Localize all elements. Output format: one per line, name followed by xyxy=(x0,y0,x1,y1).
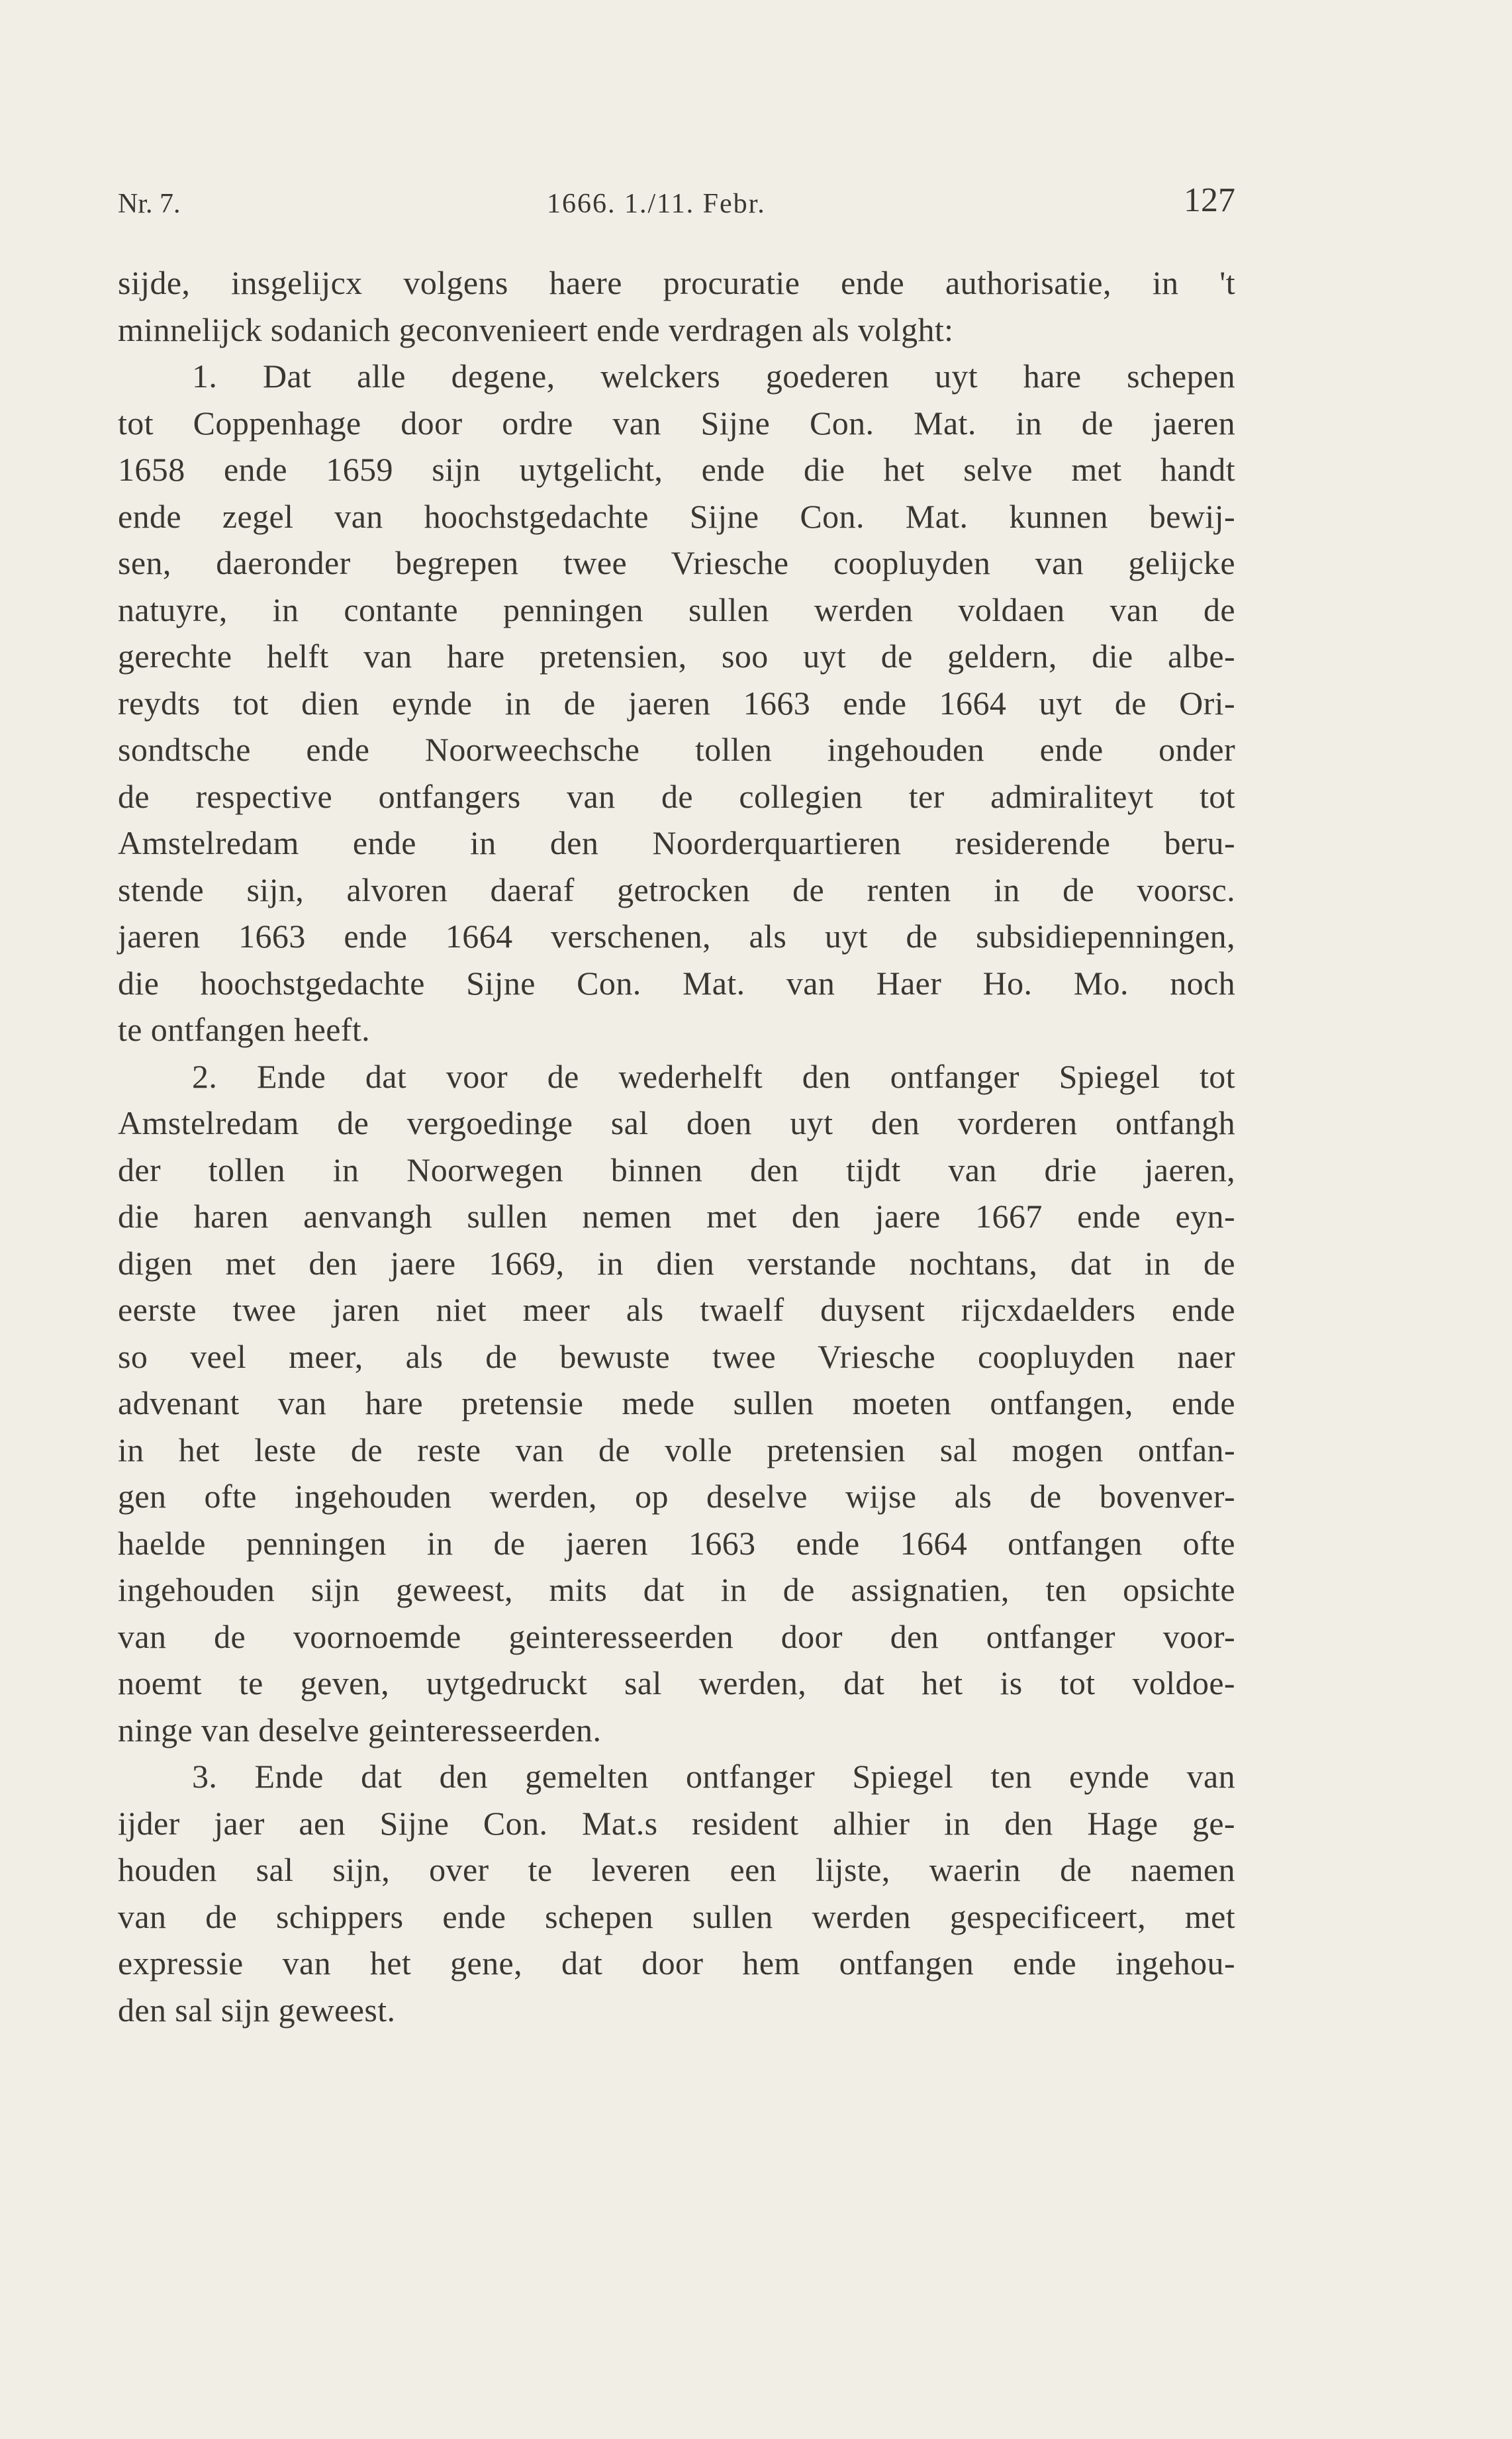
document-number: Nr. 7. xyxy=(118,189,181,219)
text-line: die haren aenvangh sullen nemen met den jaere 1667 ende eyn- xyxy=(118,1198,1235,1235)
text-line: natuyre, in contante penningen sullen werden voldaen van de xyxy=(118,591,1235,628)
text-line: haelde penningen in de jaeren 1663 ende 1664 ontfangen ofte xyxy=(118,1524,1235,1562)
text-line: digen met den jaere 1669, in dien verstande nochtans, dat in de xyxy=(118,1244,1235,1282)
text-line: tot Coppenhage door ordre van Sijne Con. Mat. in de jaeren xyxy=(118,404,1235,442)
text-line: minnelijck sodanich geconvenieert ende verdragen als volght: xyxy=(118,311,954,348)
document-date: 1666. 1./11. Febr. xyxy=(547,189,766,219)
text-line: 3. Ende dat den gemelten ontfanger Spiegel ten eynde van xyxy=(192,1758,1235,1795)
text-line: jaeren 1663 ende 1664 verschenen, als uyt de subsidiepenningen, xyxy=(118,918,1235,955)
text-line: 2. Ende dat voor de wederhelft den ontfanger Spiegel tot xyxy=(192,1057,1235,1095)
body-text xyxy=(118,260,1235,2033)
text-line: Amstelredam ende in den Noorderquartieren residerende beru- xyxy=(118,824,1235,861)
text-line: reydts tot dien eynde in de jaeren 1663 ende 1664 uyt de Ori- xyxy=(118,684,1235,722)
text-line: sondtsche ende Noorweechsche tollen ingehouden ende onder xyxy=(118,731,1235,768)
text-line: gen ofte ingehouden werden, op deselve wijse als de bovenver- xyxy=(118,1478,1235,1515)
text-line: ende zegel van hoochstgedachte Sijne Con. Mat. kunnen bewij- xyxy=(118,497,1235,535)
text-line: van de schippers ende schepen sullen werden gespecificeert, met xyxy=(118,1897,1235,1935)
text-line: de respective ontfangers van de collegien ter admiraliteyt tot xyxy=(118,777,1235,815)
text-line: in het leste de reste van de volle pretensien sal mogen ontfan- xyxy=(118,1431,1235,1468)
text-line: 1. Dat alle degene, welckers goederen uyt hare schepen xyxy=(192,358,1235,395)
text-line: houden sal sijn, over te leveren een lijste, waerin de naemen xyxy=(118,1851,1235,1888)
text-line: den sal sijn geweest. xyxy=(118,1991,396,2029)
text-line: 1658 ende 1659 sijn uytgelicht, ende die het selve met handt xyxy=(118,451,1235,488)
text-line: der tollen in Noorwegen binnen den tijdt van drie jaeren, xyxy=(118,1151,1235,1188)
text-line: advenant van hare pretensie mede sullen moeten ontfangen, ende xyxy=(118,1384,1235,1421)
text-line: te ontfangen heeft. xyxy=(118,1011,371,1048)
text-line: sen, daeronder begrepen twee Vriesche coopluyden van gelijcke xyxy=(118,544,1235,581)
page-header xyxy=(118,173,1235,220)
text-line: gerechte helft van hare pretensien, soo uyt de geldern, die albe- xyxy=(118,638,1235,675)
text-line: die hoochstgedachte Sijne Con. Mat. van Haer Ho. Mo. noch xyxy=(118,964,1235,1002)
text-line: so veel meer, als de bewuste twee Vriesche coopluyden naer xyxy=(118,1337,1235,1375)
text-line: ingehouden sijn geweest, mits dat in de assignatien, ten opsichte xyxy=(118,1571,1235,1608)
text-line: van de voornoemde geinteresseerden door den ontfanger voor- xyxy=(118,1617,1235,1655)
text-line: stende sijn, alvoren daeraf getrocken de renten in de voorsc. xyxy=(118,871,1235,908)
text-line: expressie van het gene, dat door hem ontfangen ende ingehou- xyxy=(118,1944,1235,1982)
page-number: 127 xyxy=(1184,181,1235,219)
text-line: eerste twee jaren niet meer als twaelf duysent rijcxdaelders ende xyxy=(118,1291,1235,1328)
text-line: ninge van deselve geinteresseerden. xyxy=(118,1711,602,1748)
text-line: sijde, insgelijcx volgens haere procuratie ende authorisatie, in 't xyxy=(118,264,1235,301)
text-line: noemt te geven, uytgedruckt sal werden, dat het is tot voldoe- xyxy=(118,1664,1235,1701)
text-line: ijder jaer aen Sijne Con. Mat.s resident alhier in den Hage ge- xyxy=(118,1804,1235,1842)
text-line: Amstelredam de vergoedinge sal doen uyt den vorderen ontfangh xyxy=(118,1104,1235,1141)
